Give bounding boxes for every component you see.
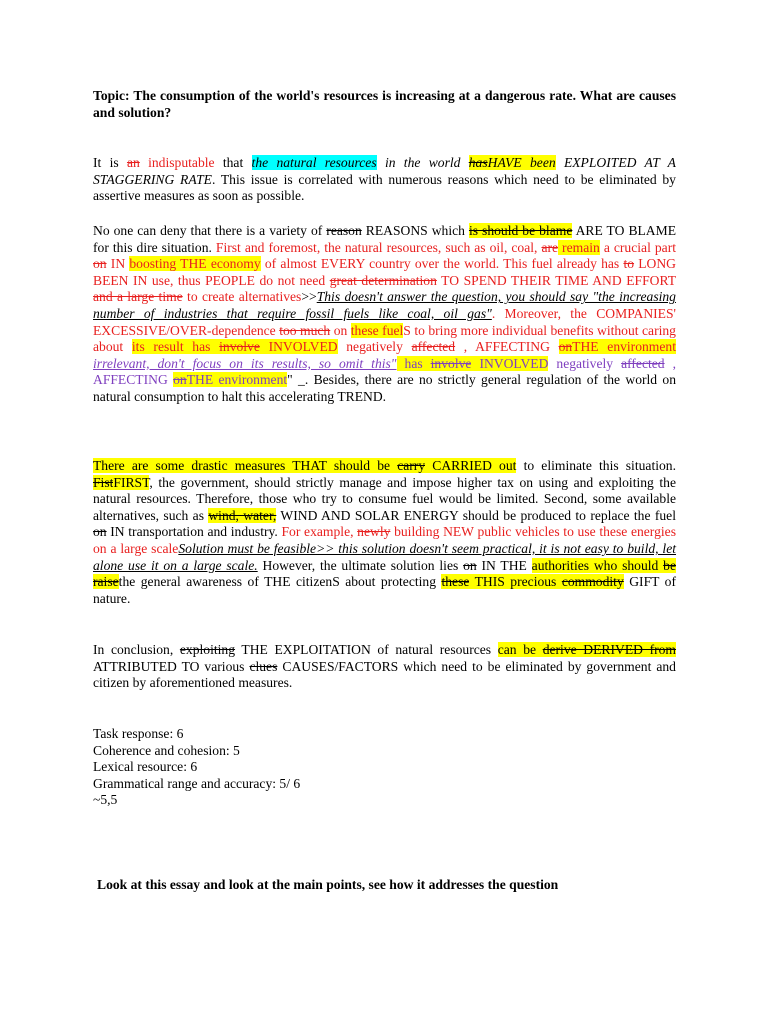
p3-run: FIRST: [113, 474, 150, 490]
p1-run: has: [468, 155, 488, 170]
p3-run: the general awareness of THE citizenS about protecting: [118, 574, 442, 590]
p2-run: S to bring more individual benefits without caring about: [93, 322, 676, 355]
p2-run: to: [623, 256, 635, 272]
p4-run: exploiting: [179, 642, 236, 657]
p1-run: an: [126, 155, 140, 170]
p1-run: It is: [93, 155, 127, 170]
p3-run: building NEW public vehicles to use these energies on a large scale: [93, 524, 676, 556]
p3-run: authorities who should: [531, 557, 664, 573]
essay-topic: Topic: The consumption of the world's resources is increasing at a dangerous rate. What are causes and solution?: [93, 88, 676, 120]
score-task-response: Task response: 6: [93, 726, 184, 741]
score-overall: ~5,5: [93, 792, 118, 808]
p2-run: and a large time: [93, 289, 183, 305]
p3-run: IN transportation and industry.: [106, 524, 282, 540]
p2-run: on: [330, 322, 351, 338]
p2-run: affected: [621, 355, 665, 371]
p2-run: on: [173, 372, 187, 388]
p2-run: negatively: [548, 355, 622, 371]
score-lexical: Lexical resource: 6: [93, 759, 198, 775]
p3-run: There are some drastic measures THAT should be: [93, 458, 398, 473]
p3-run: be raise: [93, 557, 676, 590]
p1-run: indisputable: [139, 155, 215, 170]
p2-run: these fuel: [350, 322, 404, 338]
p3-run: these: [441, 574, 470, 590]
p4-run: derive DERIVED from: [542, 642, 676, 657]
p2-run: , AFFECTING: [455, 339, 559, 355]
p4-run: THE EXPLOITATION of natural resources: [235, 642, 498, 657]
p2-run: on: [93, 256, 107, 272]
p1-run: EXPLOITED AT A STAGGERING RATE: [93, 155, 676, 187]
p3-run: CARRIED out: [425, 458, 517, 473]
score-coherence: Coherence and cohesion: 5: [93, 742, 240, 758]
p1-run: HAVE been: [487, 155, 556, 170]
p2-run: INVOLVED: [259, 339, 338, 355]
p1-run: . This issue is correlated with numerous reasons which need to be eliminated by assertive measures as soon as possible.: [93, 171, 676, 204]
p2-run: , AFFECTING: [93, 355, 676, 388]
p2-run: great determination: [329, 272, 437, 288]
p2-run: boosting THE economy: [129, 256, 261, 272]
p2-run: are: [541, 239, 559, 255]
score-list: [93, 726, 300, 809]
p3-run: carry: [397, 458, 426, 473]
p2-run: its result has: [131, 339, 220, 355]
p3-run: However, the ultimate solution lies: [257, 557, 464, 573]
p3-run: Fist: [93, 474, 114, 490]
p2-run: has: [396, 355, 431, 371]
p2-run: THE environment: [572, 339, 676, 355]
p3-run: wind, water,: [208, 507, 277, 523]
p3-run: WIND AND SOLAR ENERGY should be produced to replace the fuel: [276, 507, 676, 523]
paragraph-conclusion: [93, 642, 676, 692]
p2-run: negatively: [337, 339, 412, 355]
p2-run: >>: [301, 289, 317, 305]
p4-run: CAUSES/FACTORS which need to be eliminated by government and citizen by aforementioned measures.: [93, 658, 676, 691]
p3-run: on: [93, 524, 107, 540]
p3-run: GIFT of nature.: [93, 574, 676, 606]
p2-run: This doesn't answer the question, you should say "the increasing number of industries that require fossil fuels like coal, oil gas": [93, 289, 676, 321]
p2-run: REASONS which: [361, 223, 469, 238]
paragraph-introduction: [93, 155, 676, 205]
p2-run: affected: [411, 339, 456, 355]
p3-run: THIS precious: [469, 574, 562, 590]
p2-run: THE environment: [186, 372, 288, 388]
p2-run: on: [558, 339, 573, 355]
p1-run: that: [214, 155, 252, 170]
p2-run: IN: [106, 256, 130, 272]
p2-run: TO SPEND THEIR TIME AND EFFORT: [436, 272, 676, 288]
p2-run: . Moreover, the COMPANIES' EXCESSIVE/OVER-dependence: [93, 305, 676, 338]
p2-run: irrelevant, don't focus on its results, so omit this": [93, 355, 397, 371]
p1-run: the natural resources: [251, 155, 377, 170]
p2-run: ARE TO BLAME for this dire situation.: [93, 223, 677, 255]
p2-run: First and foremost, the natural resources, such as oil, coal,: [215, 239, 542, 255]
p2-run: reason: [326, 223, 362, 238]
p2-run: involve: [219, 339, 260, 355]
p2-run: INVOLVED: [471, 355, 549, 371]
p4-run: ATTRIBUTED TO various: [93, 658, 250, 674]
p2-run: involve: [430, 355, 472, 371]
p2-run: LONG BEEN IN use, thus PEOPLE do not need: [93, 256, 677, 288]
p1-run: in the world: [376, 155, 469, 170]
footer-instruction: Look at this essay and look at the main points, see how it addresses the question: [97, 877, 559, 892]
paragraph-solutions: [93, 458, 676, 607]
p3-run: to eliminate this situation.: [516, 458, 676, 473]
p4-run: can be: [497, 642, 543, 657]
p2-run: " _. Besides, there are no strictly general regulation of the world on natural consumption to halt this accelerating TREND.: [93, 372, 677, 404]
p2-run: of almost EVERY country over the world. This fuel already has: [260, 256, 624, 272]
p3-run: For example,: [281, 524, 358, 540]
score-grammar: Grammatical range and accuracy: 5/ 6: [93, 775, 301, 791]
p3-run: IN THE: [476, 557, 532, 573]
p3-run: commodity: [561, 574, 624, 590]
p2-run: too much: [279, 322, 331, 338]
p2-run: to create alternatives: [182, 289, 302, 305]
p4-run: In conclusion,: [93, 642, 180, 657]
paragraph-causes: [93, 223, 676, 406]
p2-run: is should be blame: [468, 223, 573, 238]
p3-run: newly: [357, 524, 391, 540]
p4-run: clues: [249, 658, 278, 674]
p2-run: a crucial part: [599, 239, 676, 255]
p3-run: , the government, should strictly manage and impose higher tax on using and exploiting the natural resources. Therefore, those who try to consume fuel would be limited. Second, some available alternatives, such as: [93, 474, 676, 523]
p3-run: on: [463, 557, 477, 573]
p3-run: Solution must be feasible>> this solution doesn't seem practical, it is not easy to build, let alone use it on a large scale.: [93, 540, 677, 573]
p2-run: remain: [558, 239, 600, 255]
p2-run: No one can deny that there is a variety of: [93, 223, 327, 238]
